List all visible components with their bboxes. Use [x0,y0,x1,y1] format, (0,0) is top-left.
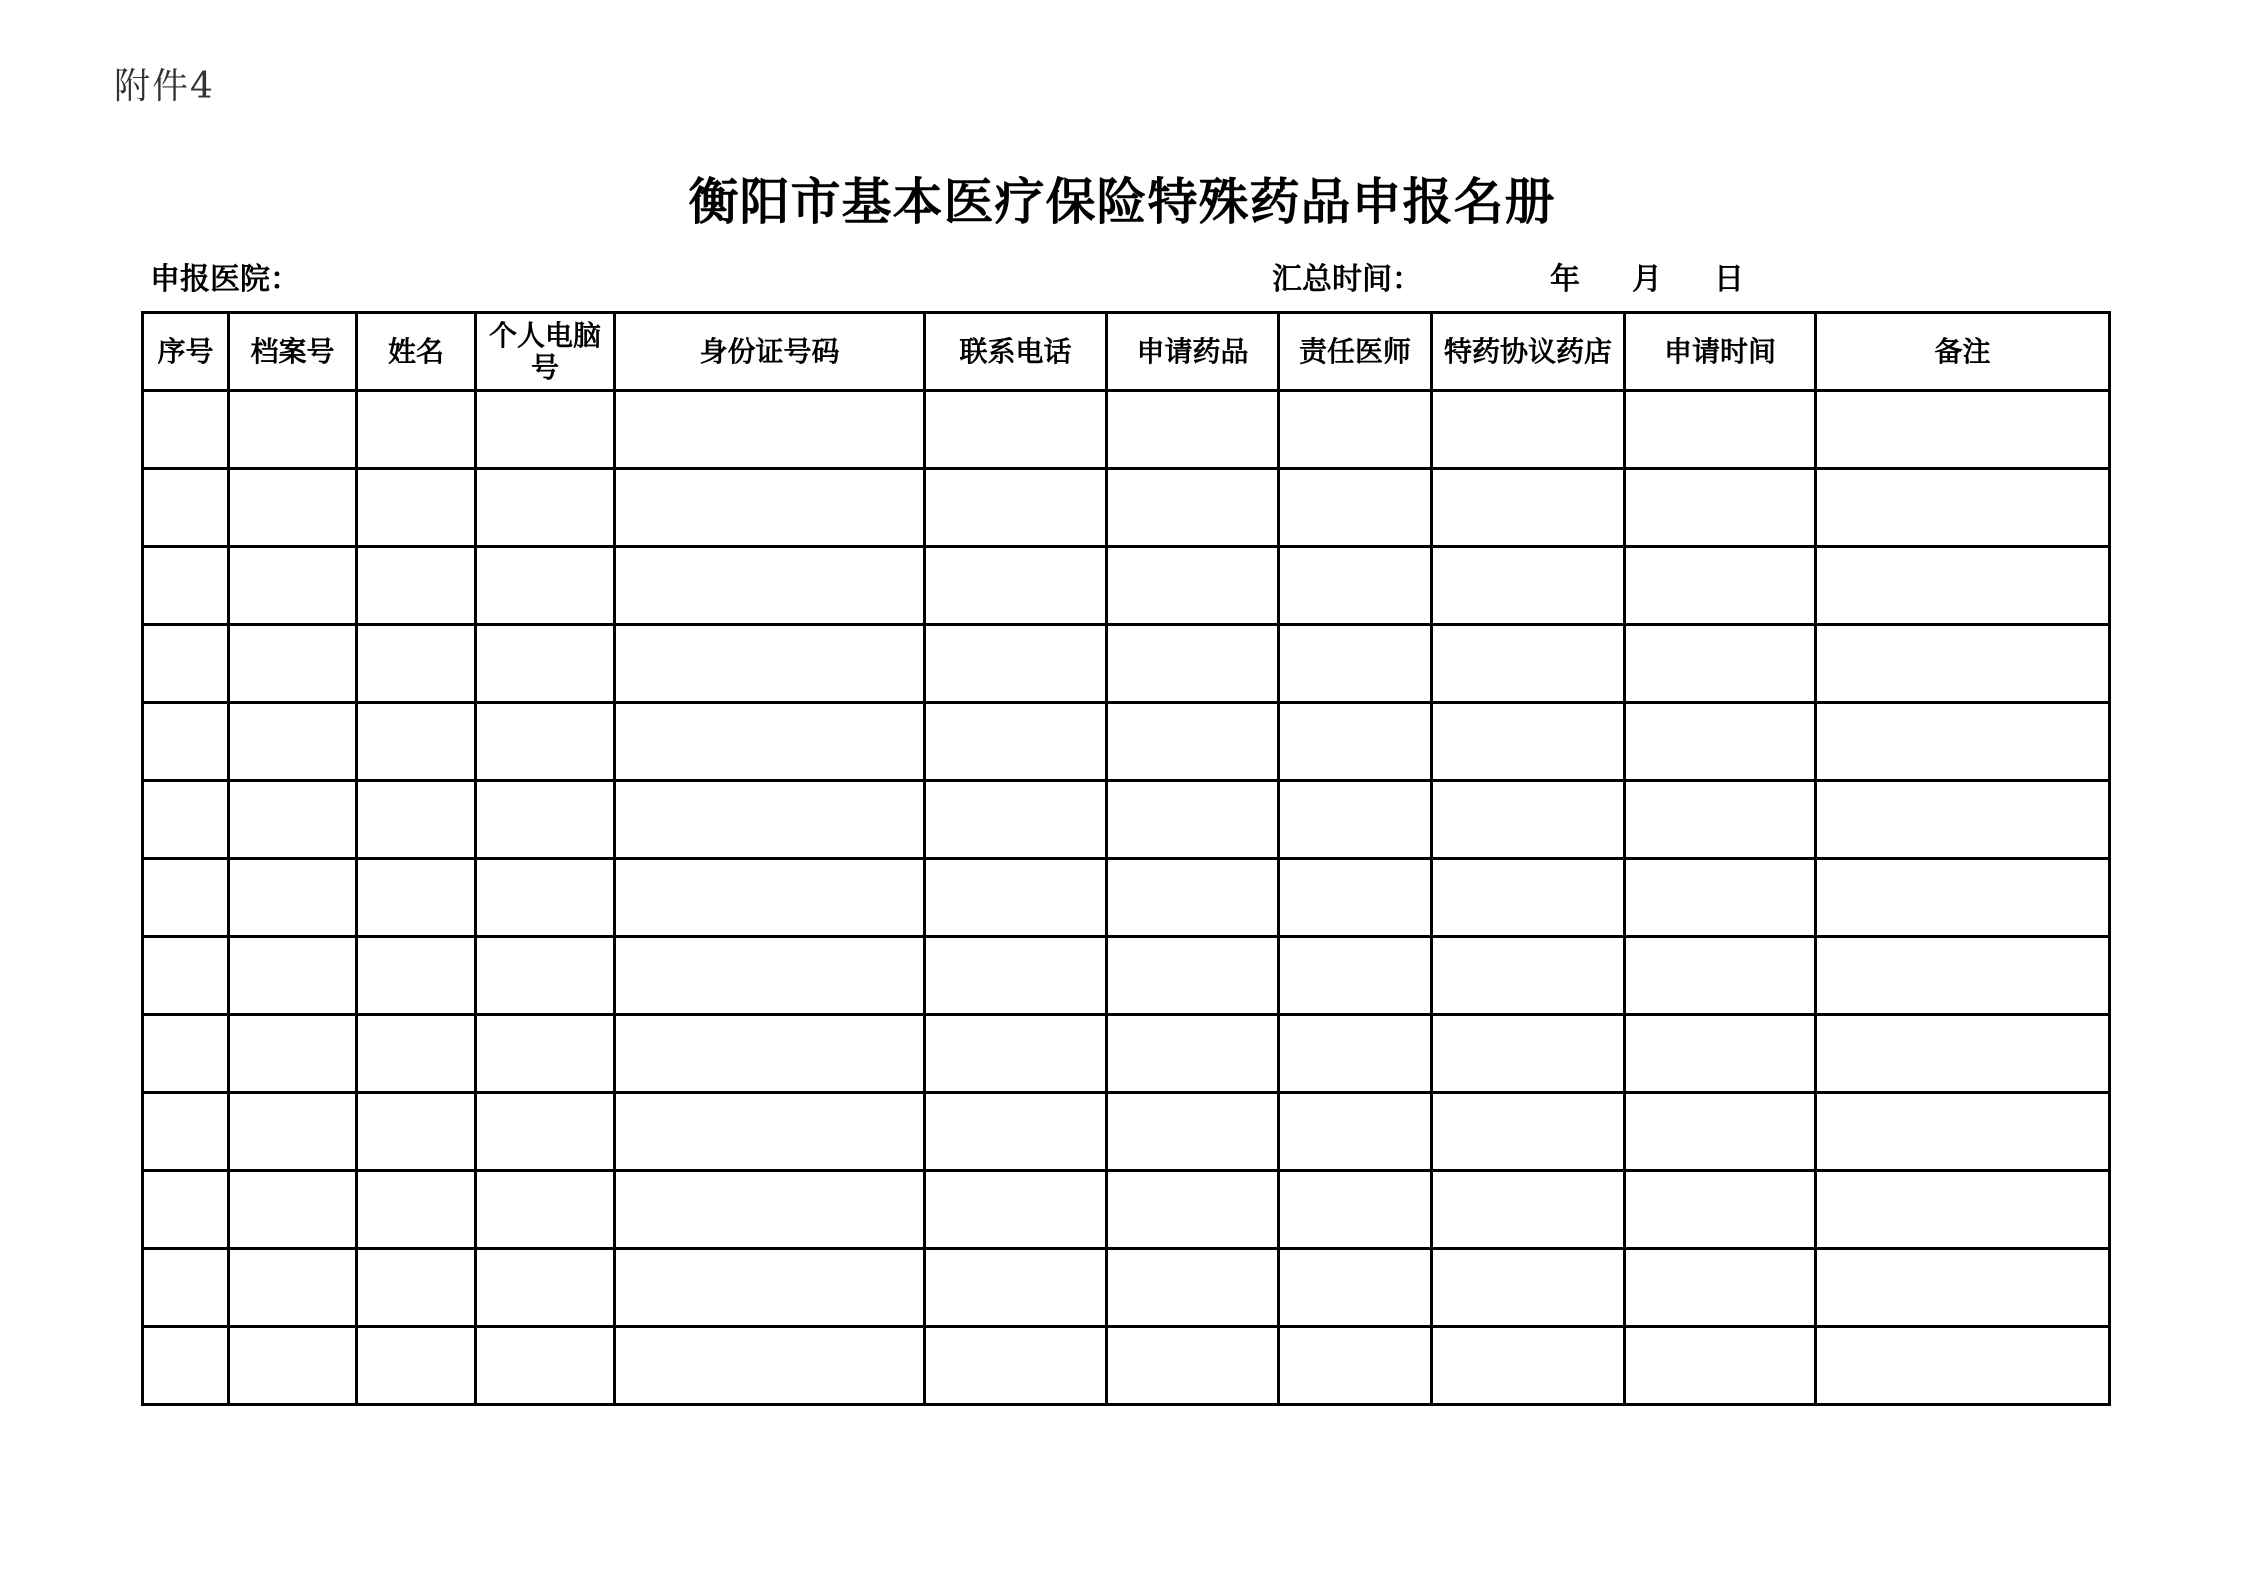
table-cell [1279,1249,1432,1327]
table-cell [1107,937,1279,1015]
table-cell [229,937,357,1015]
table-row [143,937,2110,1015]
table-cell [1625,781,1816,859]
table-cell [925,547,1107,625]
table-cell [1279,391,1432,469]
table-cell [143,1171,229,1249]
table-cell [925,1249,1107,1327]
table-cell [357,469,476,547]
table-cell [1625,1249,1816,1327]
table-cell [476,859,615,937]
table-cell [615,547,925,625]
table-cell [1279,1171,1432,1249]
column-header-serial: 序号 [143,313,229,391]
day-label: 日 [1714,262,1744,297]
table-cell [229,1249,357,1327]
table-cell [143,937,229,1015]
table-cell [1107,781,1279,859]
table-cell [229,391,357,469]
table-cell [357,937,476,1015]
table-cell [1816,703,2110,781]
table-row [143,1249,2110,1327]
hospital-label: 申报医院： [150,262,300,297]
table-cell [1107,703,1279,781]
table-cell [476,1249,615,1327]
table-cell [476,1015,615,1093]
table-cell [143,625,229,703]
table-cell [229,469,357,547]
table-cell [925,703,1107,781]
table-row [143,1015,2110,1093]
table-cell [1432,703,1625,781]
column-header-responsible-doctor: 责任医师 [1279,313,1432,391]
table-cell [925,391,1107,469]
table-cell [1279,547,1432,625]
table-cell [1816,781,2110,859]
table-cell [1279,625,1432,703]
table-cell [476,1171,615,1249]
table-cell [1625,703,1816,781]
table-cell [143,469,229,547]
table-cell [143,1249,229,1327]
table-cell [229,1171,357,1249]
column-header-remarks: 备注 [1816,313,2110,391]
table-cell [1816,1093,2110,1171]
table-cell [476,391,615,469]
table-cell [1107,1015,1279,1093]
table-row [143,859,2110,937]
table-cell [925,1327,1107,1405]
table-cell [143,1093,229,1171]
table-cell [615,1327,925,1405]
table-cell [615,1015,925,1093]
table-cell [1432,1093,1625,1171]
table-cell [1432,1015,1625,1093]
roster-table [141,311,2111,1406]
table-cell [476,625,615,703]
column-header-designated-pharmacy: 特药协议药店 [1432,313,1625,391]
table-cell [229,625,357,703]
column-header-name: 姓名 [357,313,476,391]
table-header-row [143,313,2110,391]
table-cell [357,1093,476,1171]
table-row [143,391,2110,469]
table-cell [1816,469,2110,547]
column-header-application-time: 申请时间 [1625,313,1816,391]
table-cell [1279,1093,1432,1171]
table-cell [1432,391,1625,469]
table-row [143,469,2110,547]
table-cell [1625,391,1816,469]
table-cell [1107,1249,1279,1327]
table-cell [1279,703,1432,781]
table-row [143,1093,2110,1171]
table-row [143,1327,2110,1405]
table-row [143,781,2110,859]
table-cell [615,703,925,781]
table-cell [357,1327,476,1405]
table-cell [229,547,357,625]
table-cell [357,1015,476,1093]
table-cell [1816,859,2110,937]
table-cell [1816,1015,2110,1093]
table-cell [1107,625,1279,703]
table-cell [476,937,615,1015]
table-cell [229,1327,357,1405]
table-cell [476,1093,615,1171]
column-header-phone: 联系电话 [925,313,1107,391]
table-cell [615,391,925,469]
document-title: 衡阳市基本医疗保险特殊药品申报名册 [688,173,1556,231]
table-cell [1625,1015,1816,1093]
table-cell [1107,1171,1279,1249]
column-header-requested-drug: 申请药品 [1107,313,1279,391]
table-cell [925,1015,1107,1093]
table-cell [1816,547,2110,625]
table-cell [1625,547,1816,625]
table-cell [1107,391,1279,469]
table-cell [357,859,476,937]
table-cell [143,1327,229,1405]
table-cell [229,781,357,859]
table-cell [925,469,1107,547]
table-cell [1432,469,1625,547]
table-cell [476,469,615,547]
table-cell [357,1171,476,1249]
table-cell [1816,1171,2110,1249]
table-cell [925,937,1107,1015]
table-cell [143,547,229,625]
table-cell [357,1249,476,1327]
roster-body [143,391,2110,1405]
table-cell [925,625,1107,703]
table-cell [1432,625,1625,703]
table-cell [615,781,925,859]
table-cell [1279,1015,1432,1093]
table-row [143,625,2110,703]
table-cell [476,1327,615,1405]
attachment-label: 附件4 [114,66,215,107]
table-cell [615,859,925,937]
table-cell [1625,1093,1816,1171]
table-cell [1279,469,1432,547]
table-cell [476,703,615,781]
table-row [143,703,2110,781]
table-cell [1432,859,1625,937]
column-header-file-number: 档案号 [229,313,357,391]
table-cell [1107,1093,1279,1171]
table-cell [1432,781,1625,859]
table-cell [1107,547,1279,625]
column-header-id-number: 身份证号码 [615,313,925,391]
table-cell [1432,1249,1625,1327]
table-cell [357,391,476,469]
table-row [143,1171,2110,1249]
table-cell [1625,1327,1816,1405]
table-cell [1432,937,1625,1015]
table-cell [1625,1171,1816,1249]
table-cell [357,781,476,859]
summary-time-label: 汇总时间： [1272,262,1422,297]
table-cell [1816,937,2110,1015]
table-cell [615,937,925,1015]
table-cell [1625,937,1816,1015]
table-cell [615,1249,925,1327]
table-cell [925,781,1107,859]
summary-time [1272,254,1744,298]
table-cell [229,703,357,781]
column-header-personal-computer-number: 个人电脑号 [476,313,615,391]
month-label: 月 [1632,262,1662,297]
table-cell [476,781,615,859]
table-cell [1107,859,1279,937]
table-cell [925,1093,1107,1171]
table-cell [615,469,925,547]
table-cell [229,859,357,937]
table-cell [1279,859,1432,937]
table-cell [1625,625,1816,703]
table-cell [357,547,476,625]
table-cell [1279,937,1432,1015]
table-cell [1816,625,2110,703]
table-cell [143,781,229,859]
table-row [143,547,2110,625]
table-cell [357,625,476,703]
table-cell [143,391,229,469]
table-cell [1625,469,1816,547]
table-cell [615,1093,925,1171]
table-cell [476,547,615,625]
table-cell [1279,781,1432,859]
table-cell [1432,1171,1625,1249]
table-cell [615,1171,925,1249]
table-cell [615,625,925,703]
table-cell [229,1093,357,1171]
table-cell [143,1015,229,1093]
table-cell [925,1171,1107,1249]
table-cell [1279,1327,1432,1405]
table-cell [1432,1327,1625,1405]
table-cell [143,703,229,781]
table-cell [1816,391,2110,469]
table-cell [1432,547,1625,625]
table-cell [1107,1327,1279,1405]
year-label: 年 [1550,262,1580,297]
table-cell [925,859,1107,937]
table-cell [1107,469,1279,547]
table-cell [1625,859,1816,937]
table-cell [357,703,476,781]
table-cell [1816,1327,2110,1405]
table-cell [229,1015,357,1093]
table-cell [1816,1249,2110,1327]
table-cell [143,859,229,937]
